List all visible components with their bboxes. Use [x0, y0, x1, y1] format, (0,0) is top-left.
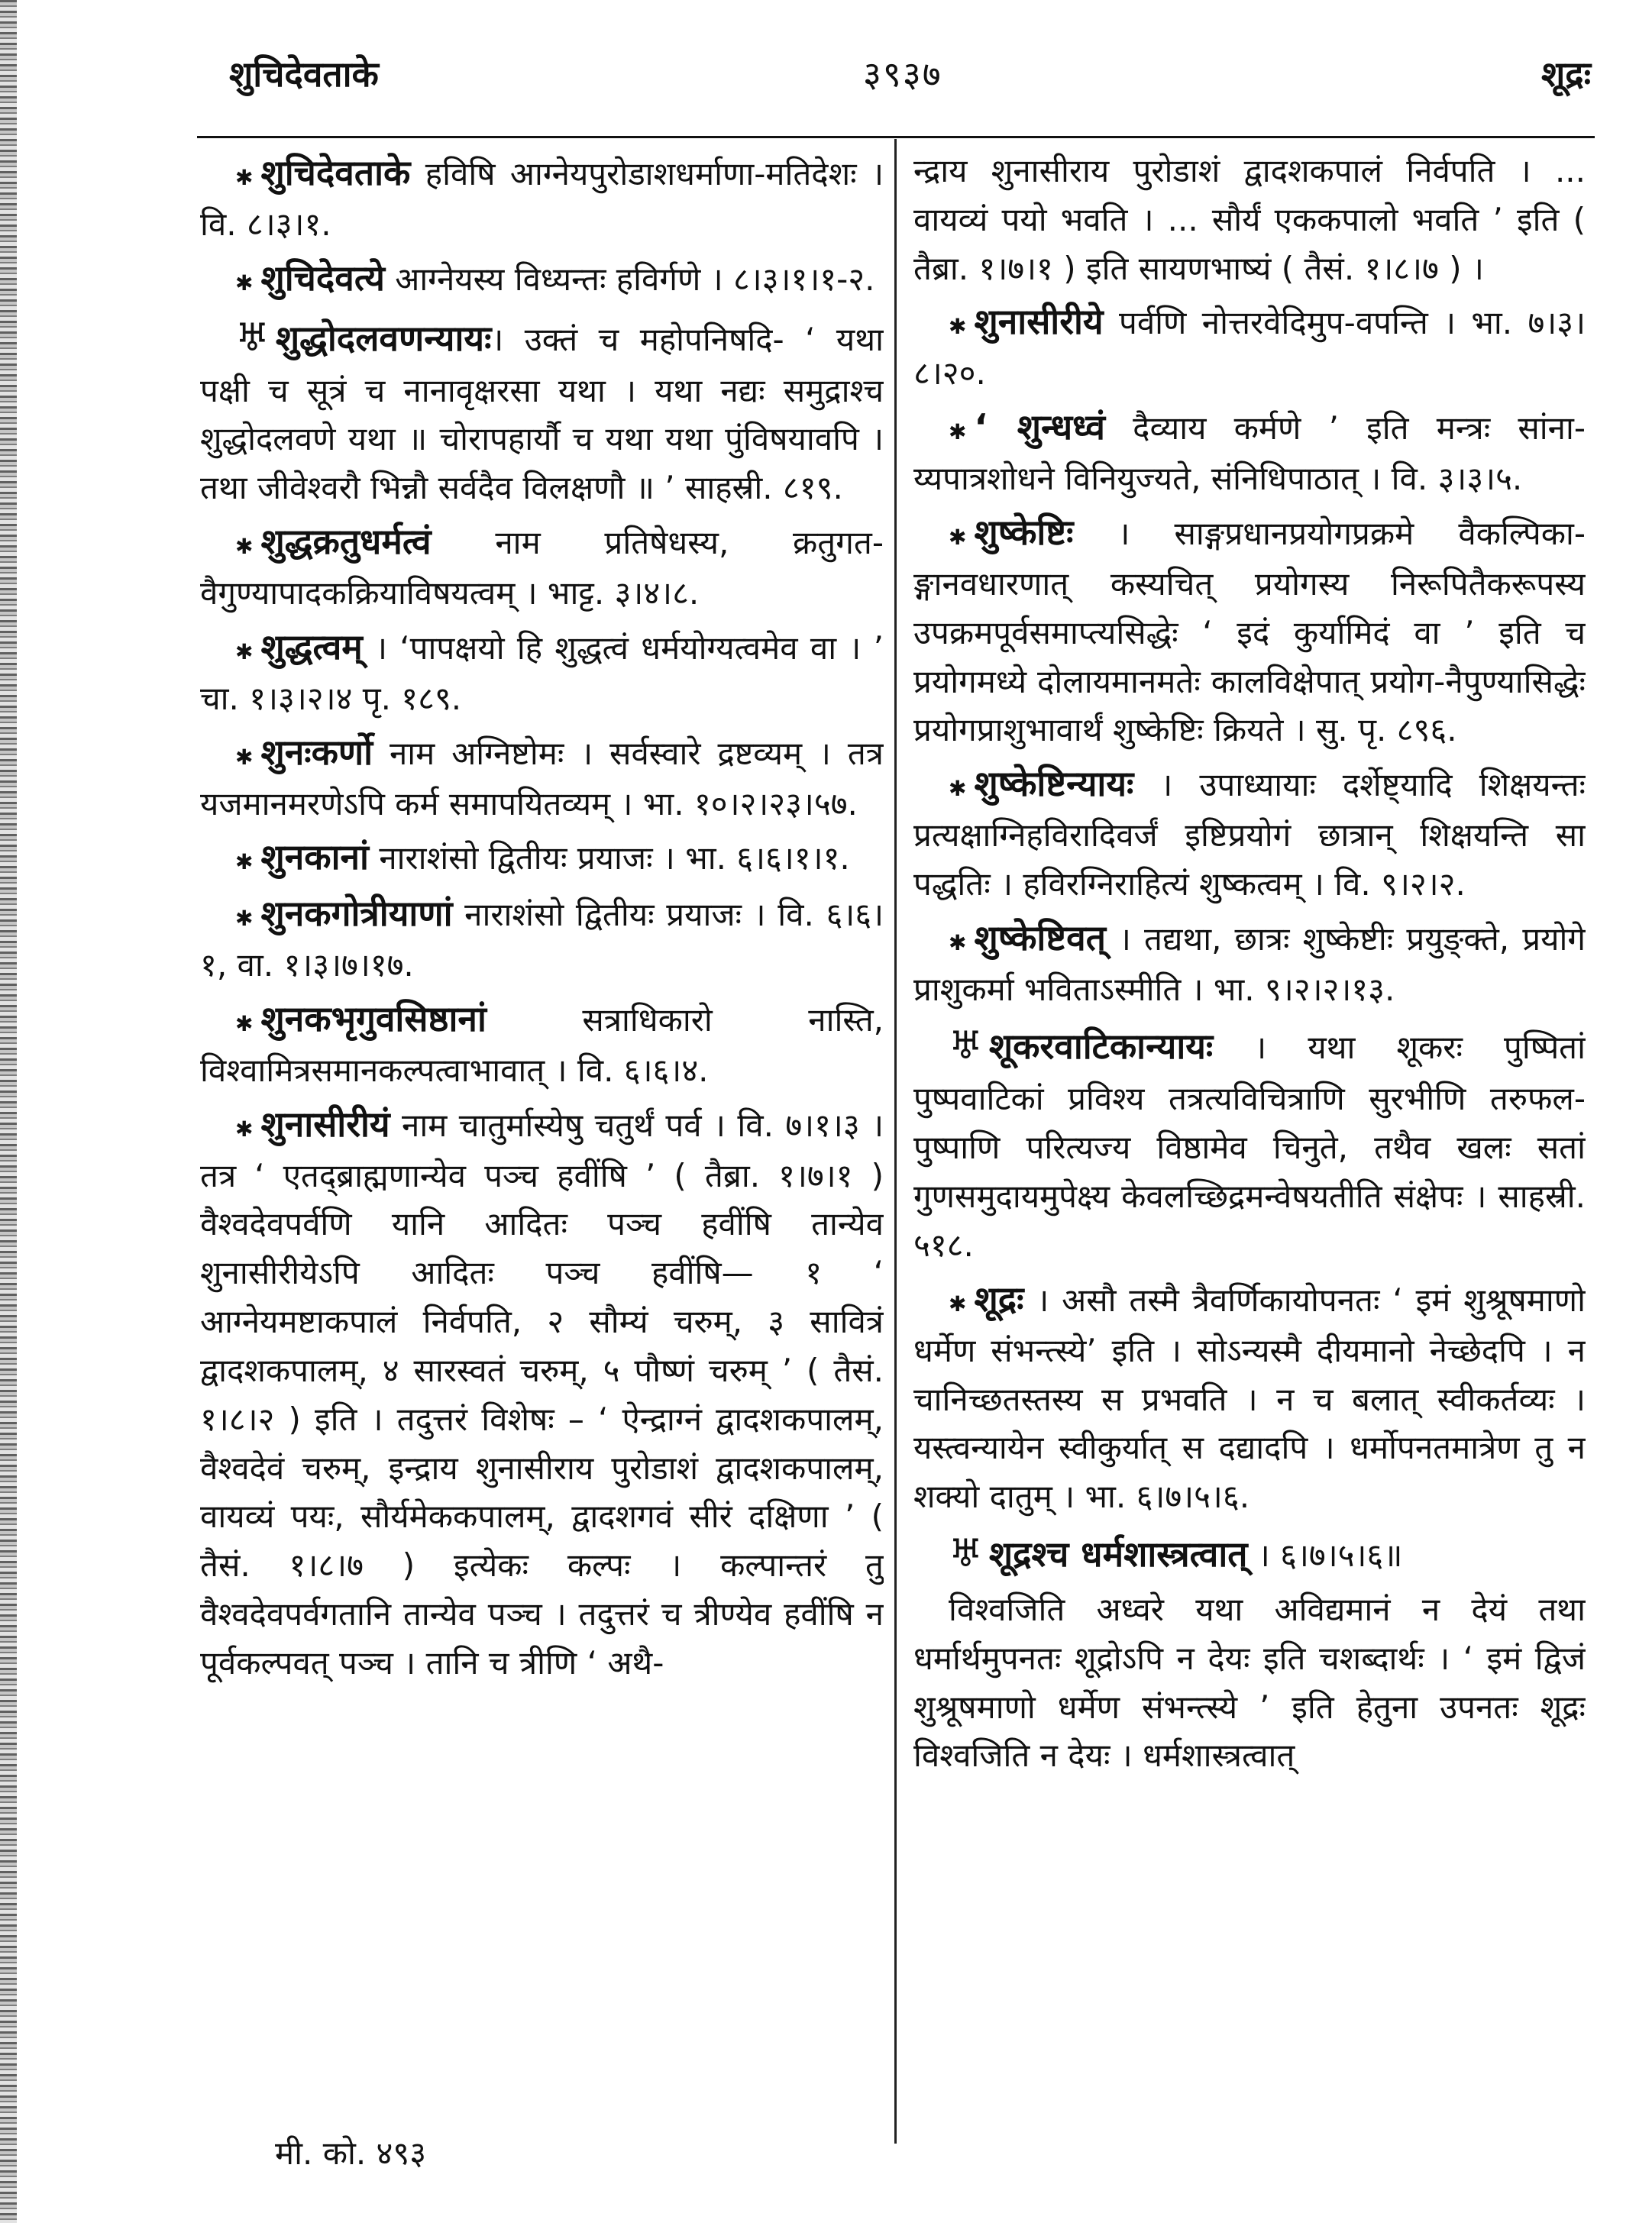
- entry-text: । ६।७।५।६॥: [1247, 1536, 1403, 1574]
- star-marker-icon: ✱: [949, 929, 967, 955]
- entry-headword: शुनःकर्णो: [260, 731, 373, 773]
- entry-headword: शुष्केष्टिवत्: [974, 916, 1106, 958]
- entry: [200, 726, 884, 829]
- entry-headword: शुद्धोदलवणन्यायः: [275, 317, 492, 359]
- entry-text: नाम चातुर्मास्येषु चतुर्थं पर्व । वि. ७।१।३ । तत्र ‘ एतद्ब्राह्मणान्येव पञ्च हवींषि ’ ( तैब्रा. १।७।१ ) वैश्वदेवपर्वणि यानि आदितः पञ्च हवींषि तान्येव शुनासीरीयेऽपि आदितः पञ्च हवींषि— १ ‘ आग्नेयमष्टाकपालं निर्वपति, २ सौम्यं चरुम्, ३ सावित्रं द्वादशकपालम्, ४ सारस्वतं चरुम्, ५ पौष्णं चरुम् ’ ( तैसं. १।८।२ ) इति । तदुत्तरं विशेषः – ‘ ऐन्द्राग्नं द्वादशकपालम्, वैश्वदेवं चरुम्, इन्द्राय शुनासीराय पुरोडाशं द्वादशकपालम्, वायव्यं पयः, सौर्यमेककपालम्, द्वादशगवं सीरं दक्षिणा ’ ( तैसं. १।८।७ ) इत्येकः कल्पः । कल्पान्तरं तु वैश्वदेवपर्वगतानि तान्येव पञ्च । तदुत्तरं च त्रीण्येव हवींषि न पूर्वकल्पवत् पञ्च । तानि च त्रीणि ‘ अथै-: [200, 1106, 884, 1682]
- entry-text: सत्राधिकारो नास्ति, विश्वामित्रसमानकल्पत्वाभावात् । वि. ६।६।४.: [200, 1000, 884, 1089]
- left-column: [200, 147, 884, 2140]
- entry: [200, 887, 884, 990]
- entry-headword: शुद्धक्रतुधर्मत्वं: [260, 521, 432, 563]
- entry: [200, 1098, 884, 1688]
- entry: [913, 401, 1586, 503]
- entry-text: । साङ्गप्रधानप्रयोगप्रक्रमे वैकल्पिका-ङ्गानवधारणात् कस्यचित् प्रयोगस्य निरूपितैकरूपस्य उपक्रमपूर्वसमाप्त्यसिद्धेः ‘ इदं कुर्यामिदं वा ’ इति च प्रयोगमध्ये दोलायमानमतेः कालविक्षेपात् प्रयोग-नैपुण्यासिद्धेः प्रयोगप्राशुभावार्थं शुष्केष्टिः क्रियते । सु. पृ. ८९६.: [913, 514, 1586, 749]
- star-marker-icon: ✱: [949, 1291, 967, 1317]
- entry-headword: शुनकभृगुवसिष्ठानां: [260, 997, 487, 1039]
- star-marker-icon: ✱: [235, 270, 254, 296]
- entry: [913, 1524, 1586, 1582]
- star-marker-icon: ✱: [235, 1010, 254, 1036]
- page-number: ३९३७: [863, 53, 942, 95]
- entry-text: नाम अग्निष्टोमः । सर्वस्वारे द्रष्टव्यम् । तत्र यजमानमरणेऽपि कर्म समापयितव्यम् । भा. १०।२।२३।५७.: [200, 734, 884, 822]
- star-marker-icon: ✱: [235, 1116, 254, 1142]
- entry-text: । उक्तं च महोपनिषदि- ‘ यथा पक्षी च सूत्रं च नानावृक्षरसा यथा । यथा नद्यः समुद्राश्च शुद्धोदलवणे यथा ॥ चोरापहार्यौ च यथा यथा पुंविषयावपि । तथा जीवेश्वरौ भिन्नौ सर्वदैव विलक्षणौ ॥ ’ साहस्री. ८१९.: [200, 320, 884, 507]
- entry-text: नाराशंसो द्वितीयः प्रयाजः । भा. ६।६।१।१.: [368, 839, 850, 877]
- entry-text: नाम प्रतिषेधस्य, क्रतुगत-वैगुण्यापादकक्रियाविषयत्वम् । भाट्ट. ३।४।८.: [200, 524, 884, 612]
- entry-text: हविषि आग्नेयपुरोडाशधर्माणा-मतिदेशः । वि. ८।३।१.: [200, 155, 884, 243]
- entry-headword: शुचिदेवताके: [260, 152, 411, 193]
- star-marker-icon: ✱: [235, 638, 254, 664]
- scan-binding-edge: [0, 0, 17, 2223]
- header-rule: [197, 136, 1595, 138]
- entry: [200, 309, 884, 512]
- running-header-left: शुचिदेवताके: [229, 53, 379, 95]
- entry-headword: शुनकगोत्रीयाणां: [260, 893, 453, 935]
- star-marker-icon: ✱: [235, 849, 254, 875]
- star-marker-icon: ✱: [235, 165, 254, 190]
- footer-signature: मी. को. ४९३: [275, 2134, 427, 2172]
- star-marker-icon: ✱: [949, 314, 967, 340]
- entry-text: । ‘पापक्षयो हि शुद्धत्वं धर्मयोग्यत्वमेव वा । ’ चा. १।३।२।४ पृ. १८९.: [200, 628, 884, 717]
- entry-headword: शूद्रः: [974, 1278, 1024, 1320]
- star-marker-icon: ✱: [949, 419, 967, 445]
- rule-symbol-icon: ♅: [949, 1531, 983, 1575]
- entry: [913, 506, 1586, 754]
- entry-text: नाराशंसो द्वितीयः प्रयाजः । वि. ६।६।१, वा. १।३।७।१७.: [200, 896, 884, 984]
- entry: [913, 296, 1586, 398]
- entry: [913, 758, 1586, 909]
- entry: [913, 1273, 1586, 1521]
- star-marker-icon: ✱: [235, 744, 254, 770]
- right-column: [913, 147, 1586, 2140]
- entry-text: पर्वणि नोत्तरवेदिमुप-वपन्ति । भा. ७।३।८।२०.: [913, 304, 1586, 393]
- entry: [200, 515, 884, 618]
- entry: [913, 147, 1586, 292]
- entry-headword: शुनासीरीये: [974, 301, 1104, 343]
- column-divider: [894, 139, 897, 2144]
- entry: [200, 252, 884, 305]
- entry-text: । तद्यथा, छात्रः शुष्केष्टीः प्रयुङ्क्ते, प्रयोगे प्राशुकर्मा भविताऽस्मीति । भा. ९।२।२।१३.: [913, 919, 1586, 1008]
- entry: [200, 993, 884, 1095]
- entry-text: । असौ तस्मै त्रैवर्णिकायोपनतः ‘ इमं शुश्रूषमाणो धर्मेण संभन्त्स्ये’ इति । सोऽन्यस्मै दीयमानो नेच्छेदपि । न चानिच्छतस्तस्य स प्रभवति । न च बलात् स्वीकर्तव्यः । यस्त्वन्यायेन स्वीकुर्यात् स दद्यादपि । धर्मोपनतमात्रेण तु न शक्यो दातुम् । भा. ६।७।५।६.: [913, 1281, 1586, 1516]
- entry-text: न्द्राय शुनासीराय पुरोडाशं द्वादशकपालं निर्वपति । ... वायव्यं पयो भवति । ... सौर्यं एककपालो भवति ’ इति ( तैब्रा. १।७।१ ) इति सायणभाष्यं ( तैसं. १।८।७ ) ।: [913, 152, 1586, 287]
- entry: [913, 1016, 1586, 1269]
- entry: [200, 147, 884, 249]
- entry-text: आग्नेयस्य विध्यन्तः हविर्गणे । ८।३।१।१-२.: [384, 260, 875, 298]
- star-marker-icon: ✱: [949, 524, 967, 550]
- entry: [913, 912, 1586, 1014]
- entry-headword: शुद्धत्वम्: [260, 625, 363, 667]
- entry-headword: शूद्रश्च धर्मशास्त्रत्वात्: [988, 1533, 1248, 1575]
- entry-text: दैव्याय कर्मणे ’ इति मन्त्रः सांना-य्यपात्रशोधने विनियुज्यते, संनिधिपाठात् । वि. ३।३।५.: [913, 409, 1586, 498]
- entry-text: । उपाध्यायाः दर्शेष्ट्यादि शिक्षयन्तः प्रत्यक्षाग्निहविरादिवर्जं इष्टिप्रयोगं छात्रान् शिक्षयन्ति सा पद्धतिः । हविरग्निराहित्यं शुष्कत्वम् । वि. ९।२।२.: [913, 766, 1586, 903]
- entry-text: । यथा शूकरः पुष्पितां पुष्पवाटिकां प्रविश्य तत्रत्यविचित्राणि सुरभीणि तरुफल-पुष्पाणि परित्यज्य विष्ठामेव चिनुते, तथैव खलः सतां गुणसमुदायमुपेक्ष्य केवलच्छिद्रमन्वेषयतीति संक्षेपः । साहस्री. ५१८.: [913, 1029, 1586, 1264]
- entry-headword: शुनासीरीयं: [260, 1103, 390, 1145]
- entry-headword: शुचिदेवत्ये: [260, 257, 385, 299]
- entry: [200, 621, 884, 723]
- entry-headword: शुष्केष्टिः: [974, 511, 1074, 553]
- rule-symbol-icon: ♅: [949, 1023, 983, 1068]
- entry-headword: शुष्केष्टिन्यायः: [974, 763, 1134, 805]
- star-marker-icon: ✱: [235, 534, 254, 560]
- entry-headword: शुनकानां: [260, 836, 369, 878]
- star-marker-icon: ✱: [949, 776, 967, 802]
- rule-symbol-icon: ♅: [235, 315, 270, 360]
- entry: [200, 831, 884, 884]
- star-marker-icon: ✱: [235, 906, 254, 932]
- entry-text: विश्वजिति अध्वरे यथा अविद्यमानं न देयं तथा धर्मार्थमुपनतः शूद्रोऽपि न देयः इति चशब्दार्थः । ‘ इमं द्विजं शुश्रूषमाणो धर्मेण संभन्त्स्ये ’ इति हेतुना उपनतः शूद्रः विश्वजिति न देयः । धर्मशास्त्रत्वात्: [913, 1591, 1586, 1775]
- running-header-right: शूद्रः: [1541, 53, 1591, 95]
- entry: [913, 1585, 1586, 1780]
- entry-headword: ‘ शुन्धध्वं: [974, 406, 1105, 448]
- entry-headword: शूकरवाटिकान्यायः: [988, 1026, 1214, 1068]
